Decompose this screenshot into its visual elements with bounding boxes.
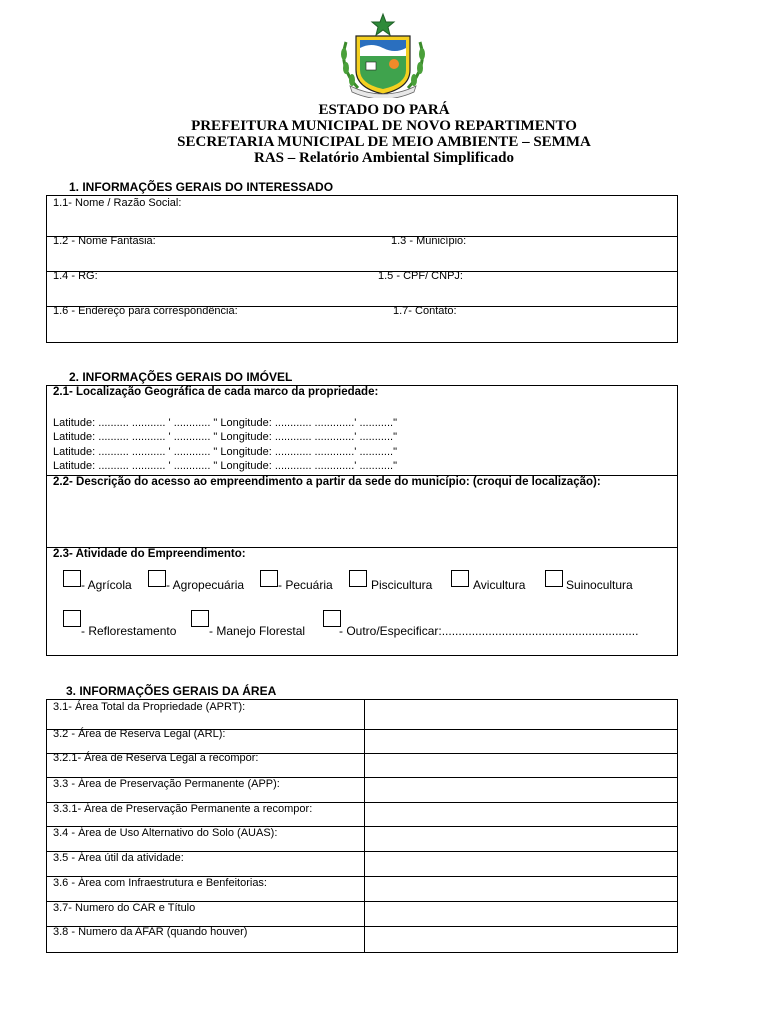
area-row-label: 3.8 - Numero da AFAR (quando houver)	[53, 926, 248, 938]
option-piscicultura-label: Piscicultura	[371, 578, 433, 592]
activity-label: 2.3- Atividade do Empreendimento:	[53, 548, 246, 560]
state-title: ESTADO DO PARÁ	[318, 102, 450, 118]
fantasia-label: 1.2 - Nome Fantasia:	[53, 235, 156, 247]
section2-table	[46, 385, 678, 656]
option-reflorestamento-label: - Reflorestamento	[81, 624, 177, 638]
municipio-label: 1.3 - Município:	[391, 235, 467, 247]
coordinate-row: Latitude: .......... ........... ' ............ " Longitude: ............ .............' ..........."	[53, 431, 397, 443]
coordinate-row: Latitude: .......... ........... ' ............ " Longitude: ............ .............' ..........."	[53, 460, 397, 472]
checkbox-suinocultura[interactable]	[545, 570, 563, 587]
municipal-crest-logo	[336, 12, 430, 98]
report-title: RAS – Relatório Ambiental Simplificado	[253, 150, 514, 166]
area-row-label: 3.3.1- Área de Preservação Permanente a recompor:	[53, 803, 313, 815]
section1-table	[46, 195, 678, 343]
checkbox-agropecuaria[interactable]	[148, 570, 166, 587]
checkbox-pecuaria[interactable]	[260, 570, 278, 587]
area-row-label: 3.1- Área Total da Propriedade (APRT):	[53, 701, 246, 713]
option-agricola-label: - Agrícola	[81, 578, 132, 592]
secretariat-title: SECRETARIA MUNICIPAL DE MEIO AMBIENTE – SEMMA	[177, 134, 591, 150]
option-pecuaria-label: - Pecuária	[278, 578, 333, 592]
contato-label: 1.7- Contato:	[393, 305, 457, 317]
checkbox-reflorestamento[interactable]	[63, 610, 81, 627]
access-description-label: 2.2- Descrição do acesso ao empreendimento a partir da sede do município: (croqui de localização):	[53, 476, 601, 488]
checkbox-avicultura[interactable]	[451, 570, 469, 587]
area-row-label: 3.2.1- Área de Reserva Legal a recompor:	[53, 752, 259, 764]
option-outro-label: - Outro/Especificar:...........................................................	[339, 624, 639, 638]
cpf-label: 1.5 - CPF/ CNPJ:	[378, 270, 463, 282]
endereco-label: 1.6 - Endereço para correspondência:	[53, 305, 238, 317]
option-manejo-label: - Manejo Florestal	[209, 624, 306, 638]
option-agropecuaria-label: - Agropecuária	[166, 578, 245, 592]
area-row-label: 3.4 - Área de Uso Alternativo do Solo (AUAS):	[53, 827, 278, 839]
location-title: 2.1- Localização Geográfica de cada marco da propriedade:	[53, 386, 379, 398]
area-row-label: 3.3 - Área de Preservação Permanente (APP):	[53, 778, 280, 790]
area-row-label: 3.6 - Área com Infraestrutura e Benfeitorias:	[53, 877, 267, 889]
checkbox-manejo-florestal[interactable]	[191, 610, 209, 627]
rg-label: 1.4 - RG:	[53, 270, 98, 282]
section1-title: 1. INFORMAÇÕES GERAIS DO INTERESSADO	[69, 180, 334, 194]
section3-table	[46, 699, 678, 953]
section3-title: 3. INFORMAÇÕES GERAIS DA ÁREA	[66, 684, 277, 698]
coordinate-row: Latitude: .......... ........... ' ............ " Longitude: ............ .............' ..........."	[53, 446, 397, 458]
nome-label: 1.1- Nome / Razão Social:	[53, 197, 182, 209]
area-row-label: 3.5 - Área útil da atividade:	[53, 852, 184, 864]
document-header	[0, 102, 768, 166]
checkbox-agricola[interactable]	[63, 570, 81, 587]
option-suinocultura-label: Suinocultura	[566, 578, 633, 592]
section2-title: 2. INFORMAÇÕES GERAIS DO IMÓVEL	[69, 370, 293, 384]
option-avicultura-label: Avicultura	[473, 578, 526, 592]
checkbox-piscicultura[interactable]	[349, 570, 367, 587]
area-row-label: 3.2 - Área de Reserva Legal (ARL):	[53, 728, 226, 740]
prefecture-title: PREFEITURA MUNICIPAL DE NOVO REPARTIMENTO	[191, 118, 577, 134]
coordinate-row: Latitude: .......... ........... ' ............ " Longitude: ............ .............' ..........."	[53, 417, 397, 429]
area-row-label: 3.7- Numero do CAR e Título	[53, 902, 196, 914]
